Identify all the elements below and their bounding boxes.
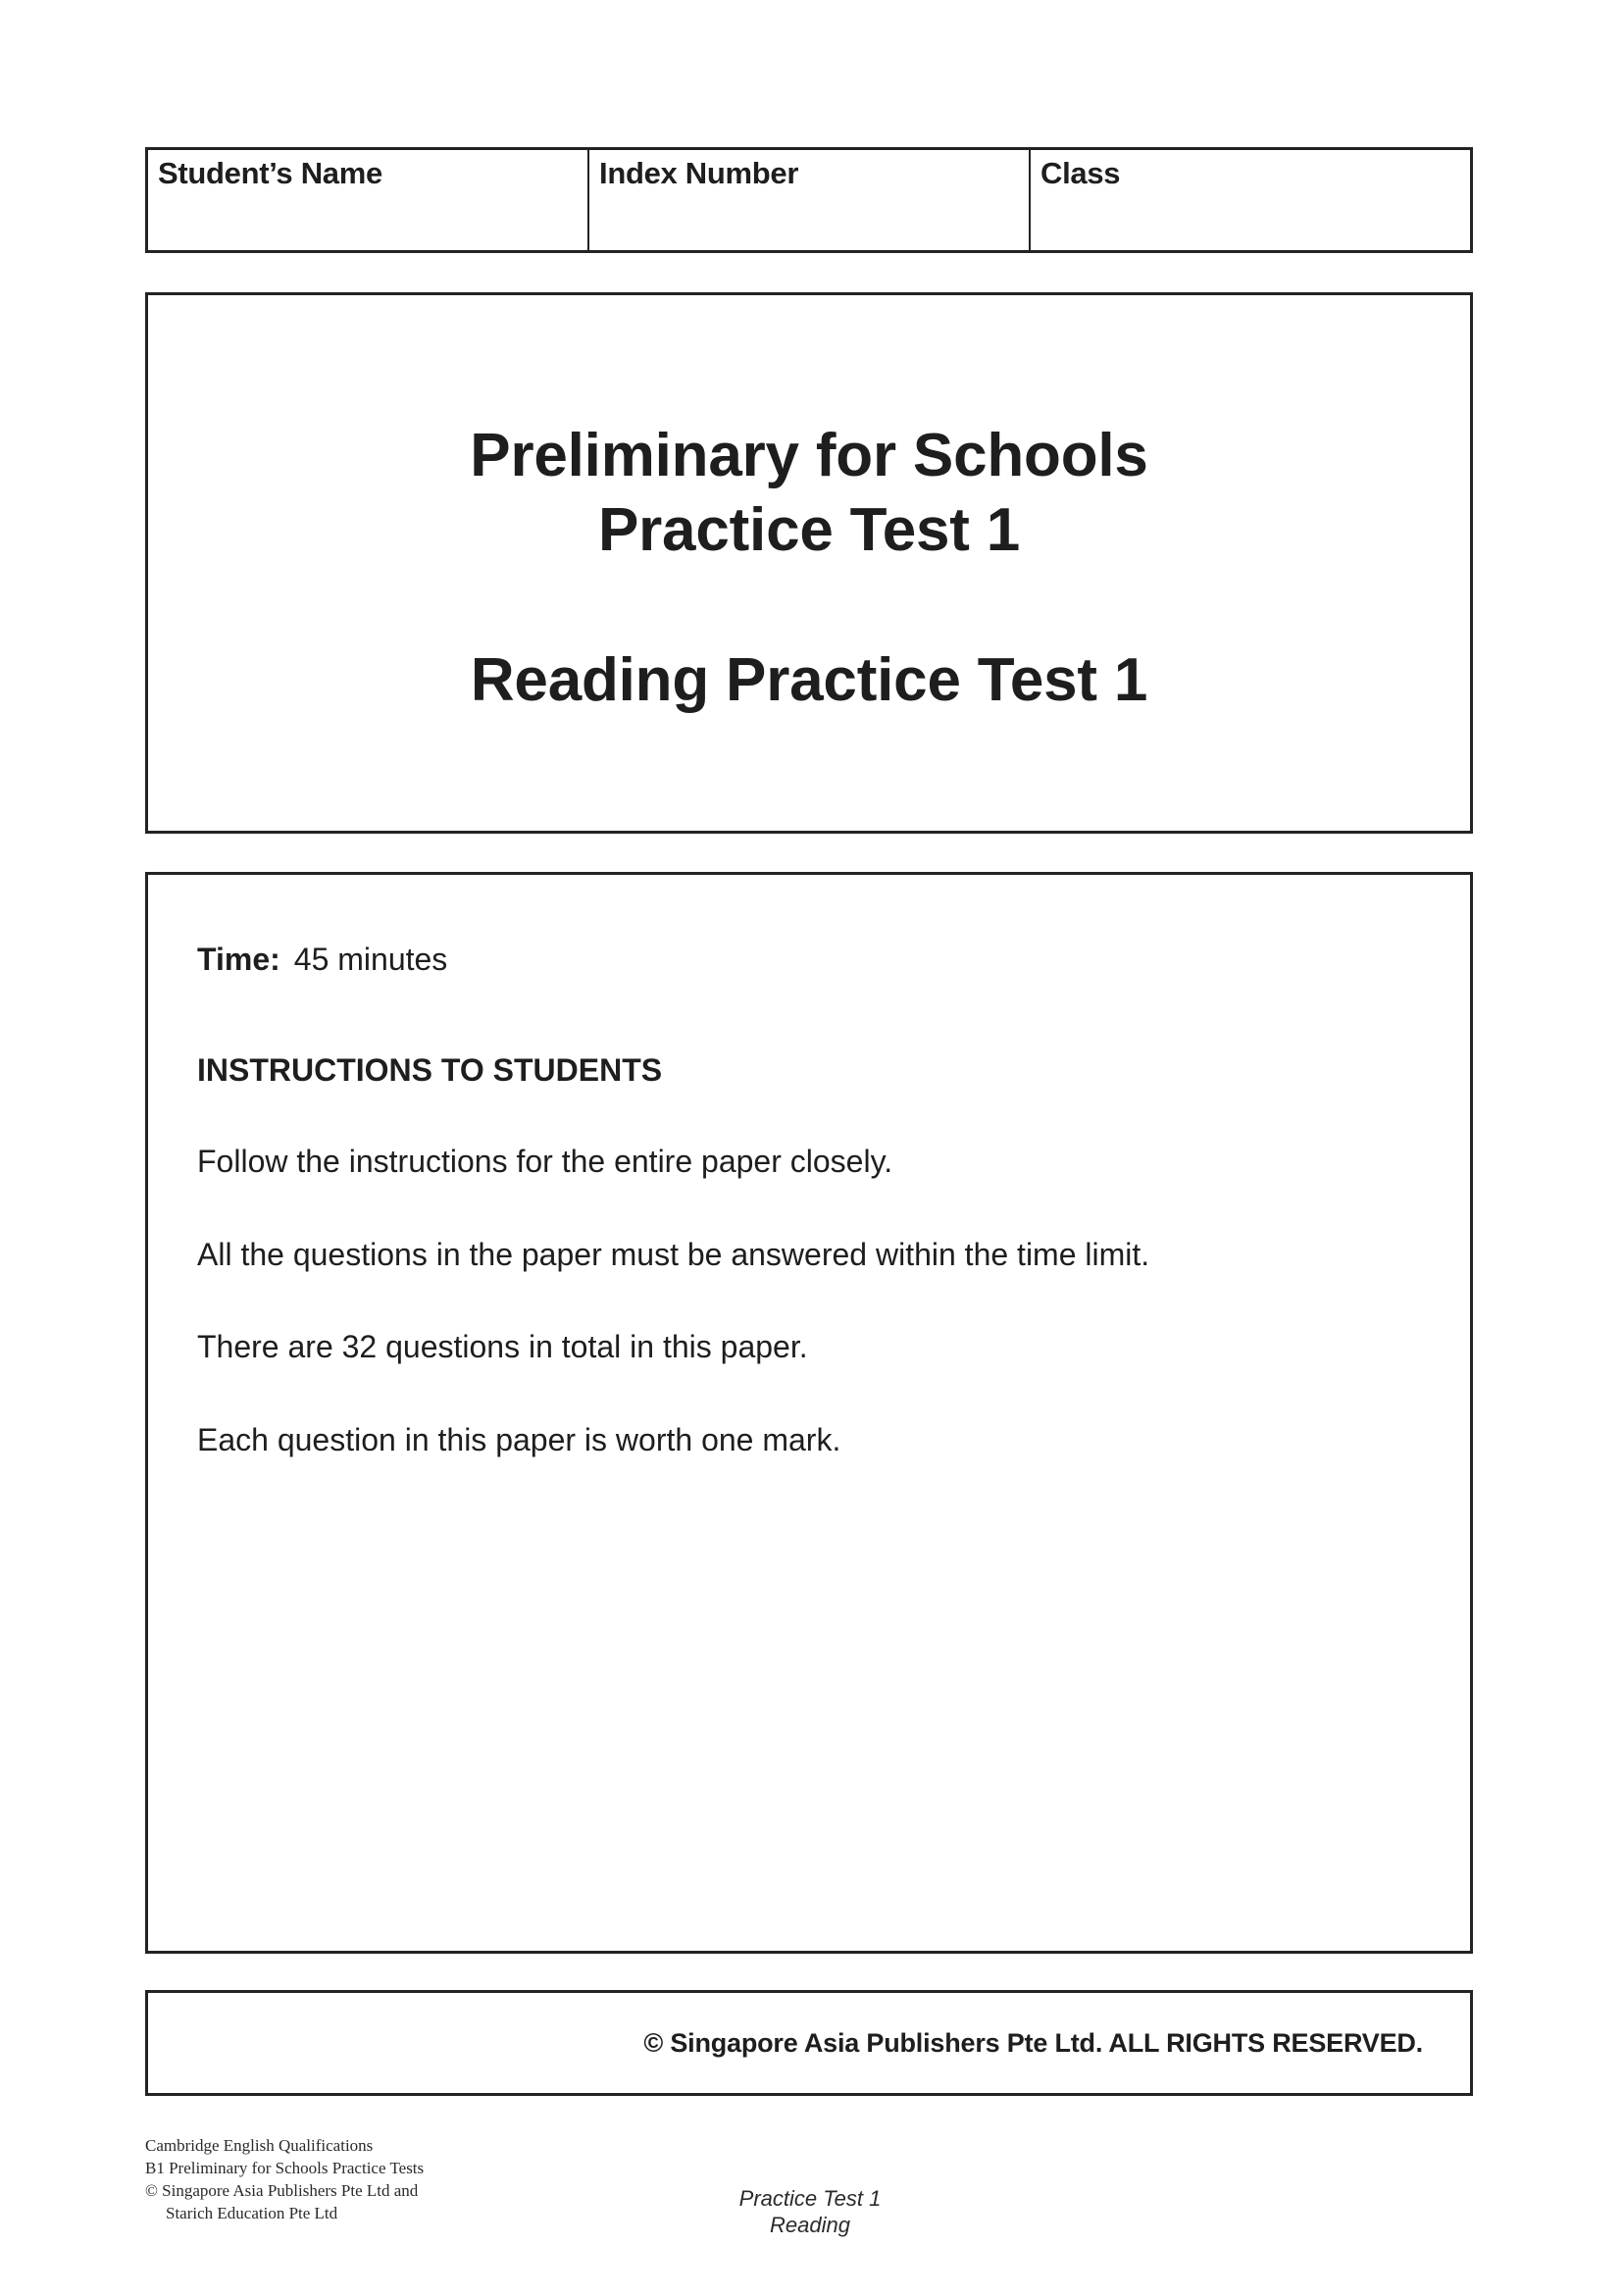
index-number-label: Index Number xyxy=(599,156,799,190)
class-field[interactable] xyxy=(1031,150,1470,250)
time-value: 45 minutes xyxy=(293,942,448,977)
student-name-field[interactable] xyxy=(148,150,589,250)
instruction-item: Follow the instructions for the entire paper closely. xyxy=(197,1144,893,1179)
test-number-title: Practice Test 1 xyxy=(597,496,1021,564)
paper-title: Reading Practice Test 1 xyxy=(470,646,1148,714)
exam-title: Preliminary for Schools xyxy=(470,422,1148,489)
instruction-item: All the questions in the paper must be answered within the time limit. xyxy=(197,1237,1150,1272)
title-box xyxy=(145,292,1473,834)
footer-section-label: Reading xyxy=(770,2213,850,2237)
student-info-table xyxy=(145,147,1473,253)
instruction-item: Each question in this paper is worth one mark. xyxy=(197,1422,841,1457)
class-label: Class xyxy=(1040,156,1121,190)
footer-book-line: B1 Preliminary for Schools Practice Tests xyxy=(145,2159,425,2177)
copyright-box xyxy=(145,1990,1473,2096)
footer-page-label xyxy=(712,2185,908,2238)
time-allowed xyxy=(197,944,447,975)
time-label: Time: xyxy=(197,942,280,977)
footer-copyright-line-2: Starich Education Pte Ltd xyxy=(166,2204,338,2222)
student-name-label: Student’s Name xyxy=(158,156,382,190)
footer-series-line: Cambridge English Qualifications xyxy=(145,2136,374,2155)
copyright-notice: © Singapore Asia Publishers Pte Ltd. ALL RIGHTS RESERVED. xyxy=(643,2028,1423,2058)
footer-test-label: Practice Test 1 xyxy=(738,2186,882,2211)
instructions-box xyxy=(145,872,1473,1954)
footer-publication-info xyxy=(145,2134,424,2224)
instruction-item: There are 32 questions in total in this paper. xyxy=(197,1329,808,1364)
footer-copyright-line: © Singapore Asia Publishers Pte Ltd and xyxy=(145,2181,419,2200)
instructions-heading: INSTRUCTIONS TO STUDENTS xyxy=(197,1052,663,1088)
index-number-field[interactable] xyxy=(589,150,1031,250)
